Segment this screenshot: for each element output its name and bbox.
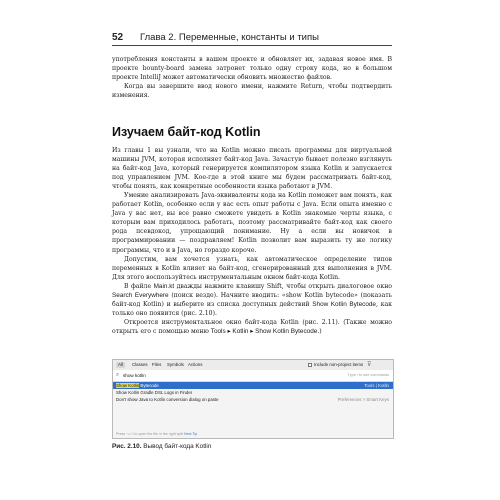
section-paragraph-3: Допустим, вам хочется узнать, как автоматическое определение типов переменных в Kotlin влияет на байт-код, сгенерированный для выполнения в JVM. Для этого воспользуйтесь инструментальным окном байт-кода Kotlin. (112, 255, 392, 281)
page-number: 52 (112, 32, 124, 43)
include-non-project-checkbox[interactable] (308, 363, 312, 367)
result-gradle-dsl-logs[interactable] (113, 389, 393, 396)
action-name: Show Kotlin Bytecode (312, 300, 376, 308)
result-location: Tools | Kotlin (364, 383, 389, 388)
filter-icon[interactable]: ⊽ (367, 362, 372, 368)
caption-label: Рис. 2.10. (112, 443, 142, 450)
p4-text-2: дважды нажмите клавишу Shift, чтобы открыть диалоговое окно (174, 282, 392, 290)
section-paragraph-2: Умение анализировать Java-эквиваленты кода на Kotlin поможет вам понять, как работает Kotlin, особенно если у вас есть опыт работы с Java. Если опыта именно с Java у вас нет, вы все равно сможете увидеть в Kotlin знакомые черты языка, с которым вам приходилось работать, поэтому рассматривайте байт-код как своего рода псевдокод, упрощающий понимание. Ну а если вы новичок в программировании — поздравляем! Kotlin позволит вам выразить ту же логику программы, что и в Java, но гораздо короче. (112, 192, 392, 254)
search-icon: ⌕ (116, 372, 120, 378)
header-divider (112, 45, 392, 46)
next-tip-link[interactable]: Next Tip (184, 432, 198, 436)
result-match: Show Kotlin (116, 383, 140, 388)
tab-symbols[interactable]: Symbols (167, 362, 184, 367)
dialog-footer (116, 432, 197, 436)
result-label: Show Kotlin Gradle DSL Logs in Finder (116, 390, 193, 395)
p5-text-1: Откроется инструментальное окно байт-кода Kotlin (рис. 2.11). (Также можно открыть его с помощью меню (112, 318, 392, 335)
search-row (113, 370, 393, 382)
file-name: Main.kt (153, 282, 175, 290)
result-label: Don't show Java to Kotlin conversion dialog on paste (116, 397, 219, 402)
footer-tip: Press ⌥⏎ to open the file in the right split (116, 432, 185, 436)
tab-classes[interactable]: Classes (132, 362, 148, 367)
tab-all[interactable]: All (118, 362, 123, 367)
result-show-kotlin-bytecode[interactable] (113, 382, 393, 389)
figure-caption (112, 443, 211, 450)
dialog-name: Search Everywhere (112, 291, 169, 299)
results-list (113, 382, 393, 403)
result-label: Bytecode (139, 383, 159, 388)
section-paragraph-1: Из главы 1 вы узнали, что на Kotlin можно писать программы для виртуальной машины JVM, которая исполняет байт-код Java. Зачастую бывает полезно взглянуть на байт-код Java, который генерируется компилятором языка Kotlin и запускается под управлением JVM. Кое-где в этой книге мы будем рассматривать байт-код, чтобы понять, как конкретные особенности языка работают в JVM. (112, 147, 392, 191)
result-location: Preferences > Smart Keys (337, 397, 389, 402)
p4-text-1: В файле (124, 282, 154, 290)
tab-actions[interactable]: Actions (188, 362, 203, 367)
p5-text-2: .) (317, 327, 322, 335)
caption-text: Вывод байт-кода Kotlin (141, 443, 212, 450)
menu-path: Tools ▸ Kotlin ▸ Show Kotlin Bytecode (210, 327, 318, 335)
section-text (112, 146, 392, 336)
section-heading: Изучаем байт-код Kotlin (112, 125, 261, 139)
include-non-project-label: Include non-project items (314, 362, 364, 367)
p4-text-4: , как только оно появится (рис. 2.10). (112, 300, 393, 317)
search-input[interactable] (123, 373, 273, 379)
chapter-title: Глава 2. Переменные, константы и типы (140, 32, 319, 43)
search-everywhere-dialog (112, 359, 394, 439)
p4-text-3: (поиск везде). Начните вводить: «show Kotlin bytecode» (показать байт-код Kotlin) и выберите из списка доступных действий (112, 291, 392, 308)
section-paragraph-4 (112, 282, 392, 318)
result-conversion-dialog[interactable] (113, 396, 393, 403)
section-paragraph-5 (112, 318, 392, 336)
intro-paragraph-1: употребления константы в вашем проекте и обновляет их, задавая новое имя. В проекте bounty-board замена затронет только одну строку кода, но в большом проекте IntelliJ может автоматически обновить множество файлов. (112, 56, 392, 82)
intro-paragraph-2: Когда вы завершите ввод нового имени, нажмите Return, чтобы подтвердить изменения. (112, 83, 392, 100)
tab-files[interactable]: Files (152, 362, 162, 367)
intro-text (112, 55, 392, 100)
page-header (112, 30, 392, 46)
search-hint: Type / to see commands (347, 373, 389, 377)
